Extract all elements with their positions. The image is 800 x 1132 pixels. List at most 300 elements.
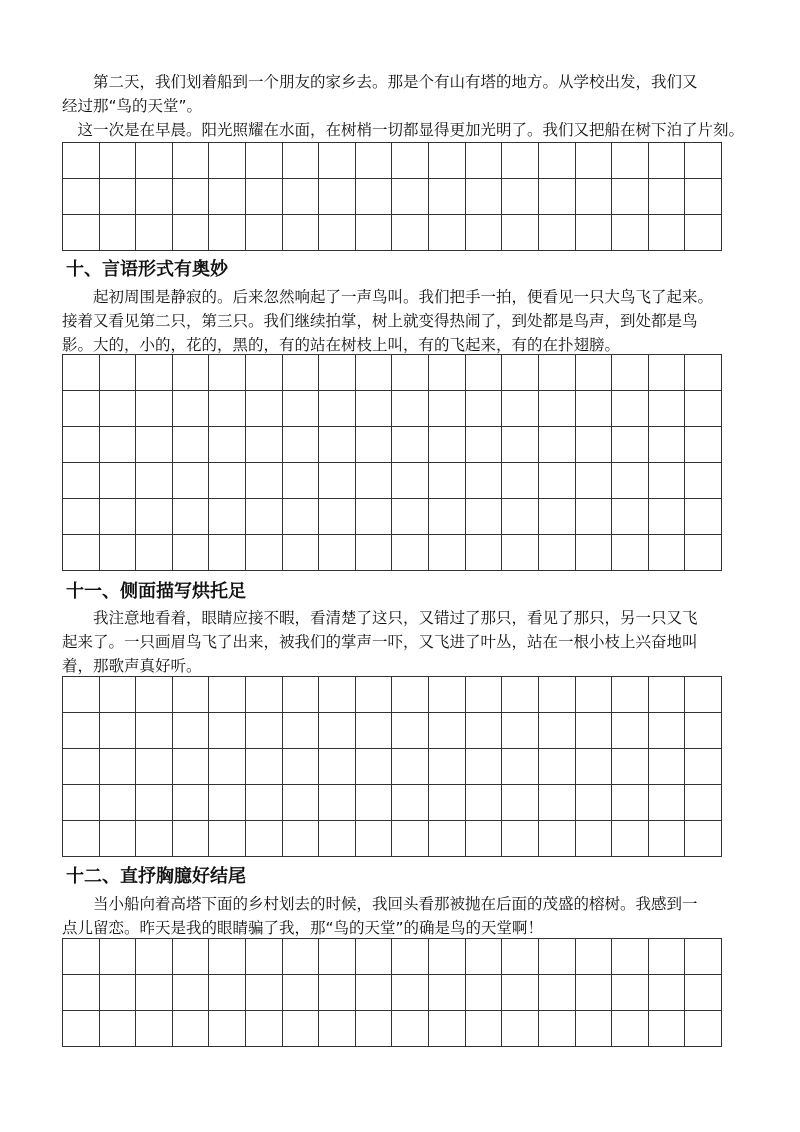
grid-cell[interactable]	[99, 939, 136, 975]
grid-cell[interactable]	[502, 939, 539, 975]
grid-cell[interactable]	[538, 749, 575, 785]
grid-cell[interactable]	[612, 463, 649, 499]
grid-cell[interactable]	[63, 143, 100, 179]
grid-cell[interactable]	[575, 215, 612, 251]
grid-cell[interactable]	[319, 1011, 356, 1047]
grid-cell[interactable]	[575, 179, 612, 215]
grid-cell[interactable]	[392, 677, 429, 713]
grid-cell[interactable]	[63, 391, 100, 427]
grid-cell[interactable]	[465, 427, 502, 463]
grid-cell[interactable]	[465, 749, 502, 785]
grid-cell[interactable]	[355, 749, 392, 785]
grid-cell[interactable]	[246, 975, 283, 1011]
grid-cell[interactable]	[246, 677, 283, 713]
grid-cell[interactable]	[502, 179, 539, 215]
grid-cell[interactable]	[685, 785, 722, 821]
grid-cell[interactable]	[465, 463, 502, 499]
grid-cell[interactable]	[355, 215, 392, 251]
grid-cell[interactable]	[172, 499, 209, 535]
grid-cell[interactable]	[172, 821, 209, 857]
grid-cell[interactable]	[355, 821, 392, 857]
grid-cell[interactable]	[136, 499, 173, 535]
grid-cell[interactable]	[319, 713, 356, 749]
grid-cell[interactable]	[612, 1011, 649, 1047]
grid-cell[interactable]	[538, 391, 575, 427]
grid-cell[interactable]	[392, 975, 429, 1011]
grid-cell[interactable]	[465, 939, 502, 975]
grid-cell[interactable]	[246, 499, 283, 535]
grid-cell[interactable]	[575, 499, 612, 535]
grid-cell[interactable]	[136, 355, 173, 391]
grid-cell[interactable]	[172, 939, 209, 975]
grid-cell[interactable]	[538, 179, 575, 215]
grid-cell[interactable]	[282, 391, 319, 427]
grid-cell[interactable]	[538, 427, 575, 463]
grid-cell[interactable]	[246, 463, 283, 499]
grid-cell[interactable]	[538, 215, 575, 251]
grid-cell[interactable]	[685, 535, 722, 571]
grid-cell[interactable]	[355, 677, 392, 713]
grid-cell[interactable]	[575, 713, 612, 749]
grid-cell[interactable]	[99, 821, 136, 857]
grid-cell[interactable]	[99, 713, 136, 749]
grid-cell[interactable]	[209, 463, 246, 499]
grid-cell[interactable]	[465, 1011, 502, 1047]
grid-cell[interactable]	[319, 179, 356, 215]
grid-cell[interactable]	[648, 975, 685, 1011]
grid-cell[interactable]	[429, 215, 466, 251]
grid-cell[interactable]	[465, 215, 502, 251]
grid-cell[interactable]	[99, 535, 136, 571]
grid-cell[interactable]	[685, 427, 722, 463]
grid-cell[interactable]	[172, 355, 209, 391]
grid-cell[interactable]	[465, 143, 502, 179]
grid-cell[interactable]	[538, 939, 575, 975]
grid-cell[interactable]	[99, 179, 136, 215]
grid-cell[interactable]	[246, 749, 283, 785]
grid-cell[interactable]	[99, 749, 136, 785]
grid-cell[interactable]	[612, 499, 649, 535]
grid-cell[interactable]	[685, 463, 722, 499]
grid-cell[interactable]	[465, 355, 502, 391]
writing-grid-1[interactable]	[62, 142, 722, 251]
grid-cell[interactable]	[648, 143, 685, 179]
grid-cell[interactable]	[355, 463, 392, 499]
grid-cell[interactable]	[172, 1011, 209, 1047]
grid-cell[interactable]	[319, 427, 356, 463]
grid-cell[interactable]	[63, 939, 100, 975]
grid-cell[interactable]	[538, 499, 575, 535]
grid-cell[interactable]	[136, 1011, 173, 1047]
grid-cell[interactable]	[172, 215, 209, 251]
grid-cell[interactable]	[209, 749, 246, 785]
grid-cell[interactable]	[685, 939, 722, 975]
grid-cell[interactable]	[136, 749, 173, 785]
grid-cell[interactable]	[282, 821, 319, 857]
grid-cell[interactable]	[355, 391, 392, 427]
grid-cell[interactable]	[63, 355, 100, 391]
grid-cell[interactable]	[465, 821, 502, 857]
grid-cell[interactable]	[282, 1011, 319, 1047]
grid-cell[interactable]	[575, 975, 612, 1011]
grid-cell[interactable]	[136, 939, 173, 975]
grid-cell[interactable]	[355, 975, 392, 1011]
grid-cell[interactable]	[319, 749, 356, 785]
grid-cell[interactable]	[502, 975, 539, 1011]
grid-cell[interactable]	[429, 391, 466, 427]
grid-cell[interactable]	[209, 821, 246, 857]
grid-cell[interactable]	[575, 821, 612, 857]
grid-cell[interactable]	[429, 975, 466, 1011]
grid-cell[interactable]	[99, 427, 136, 463]
grid-cell[interactable]	[209, 785, 246, 821]
grid-cell[interactable]	[136, 463, 173, 499]
grid-cell[interactable]	[648, 749, 685, 785]
grid-cell[interactable]	[465, 179, 502, 215]
grid-cell[interactable]	[538, 463, 575, 499]
grid-cell[interactable]	[282, 427, 319, 463]
grid-cell[interactable]	[465, 677, 502, 713]
grid-cell[interactable]	[63, 535, 100, 571]
grid-cell[interactable]	[136, 821, 173, 857]
grid-cell[interactable]	[282, 215, 319, 251]
grid-cell[interactable]	[355, 499, 392, 535]
grid-cell[interactable]	[172, 677, 209, 713]
grid-cell[interactable]	[612, 939, 649, 975]
grid-cell[interactable]	[685, 975, 722, 1011]
grid-cell[interactable]	[612, 179, 649, 215]
grid-cell[interactable]	[502, 499, 539, 535]
grid-cell[interactable]	[355, 1011, 392, 1047]
grid-cell[interactable]	[392, 713, 429, 749]
grid-cell[interactable]	[319, 939, 356, 975]
grid-cell[interactable]	[319, 355, 356, 391]
grid-cell[interactable]	[246, 179, 283, 215]
grid-cell[interactable]	[319, 677, 356, 713]
grid-cell[interactable]	[355, 939, 392, 975]
grid-cell[interactable]	[172, 713, 209, 749]
grid-cell[interactable]	[538, 355, 575, 391]
grid-cell[interactable]	[648, 427, 685, 463]
grid-cell[interactable]	[392, 535, 429, 571]
grid-cell[interactable]	[136, 215, 173, 251]
grid-cell[interactable]	[63, 749, 100, 785]
grid-cell[interactable]	[319, 975, 356, 1011]
grid-cell[interactable]	[392, 179, 429, 215]
grid-cell[interactable]	[282, 749, 319, 785]
grid-cell[interactable]	[392, 427, 429, 463]
grid-cell[interactable]	[282, 355, 319, 391]
grid-cell[interactable]	[136, 391, 173, 427]
grid-cell[interactable]	[136, 713, 173, 749]
grid-cell[interactable]	[538, 1011, 575, 1047]
grid-cell[interactable]	[282, 179, 319, 215]
grid-cell[interactable]	[612, 713, 649, 749]
grid-cell[interactable]	[612, 391, 649, 427]
grid-cell[interactable]	[209, 975, 246, 1011]
grid-cell[interactable]	[685, 143, 722, 179]
grid-cell[interactable]	[355, 179, 392, 215]
grid-cell[interactable]	[429, 499, 466, 535]
grid-cell[interactable]	[319, 785, 356, 821]
grid-cell[interactable]	[612, 535, 649, 571]
grid-cell[interactable]	[502, 215, 539, 251]
grid-cell[interactable]	[648, 463, 685, 499]
grid-cell[interactable]	[429, 355, 466, 391]
grid-cell[interactable]	[648, 713, 685, 749]
grid-cell[interactable]	[63, 427, 100, 463]
grid-cell[interactable]	[246, 215, 283, 251]
grid-cell[interactable]	[465, 785, 502, 821]
grid-cell[interactable]	[392, 463, 429, 499]
grid-cell[interactable]	[172, 535, 209, 571]
grid-cell[interactable]	[319, 535, 356, 571]
grid-cell[interactable]	[355, 355, 392, 391]
grid-cell[interactable]	[172, 179, 209, 215]
grid-cell[interactable]	[246, 143, 283, 179]
grid-cell[interactable]	[648, 391, 685, 427]
grid-cell[interactable]	[648, 821, 685, 857]
grid-cell[interactable]	[63, 677, 100, 713]
grid-cell[interactable]	[392, 215, 429, 251]
grid-cell[interactable]	[429, 179, 466, 215]
grid-cell[interactable]	[355, 713, 392, 749]
grid-cell[interactable]	[246, 939, 283, 975]
grid-cell[interactable]	[99, 975, 136, 1011]
writing-grid-2[interactable]	[62, 354, 722, 571]
grid-cell[interactable]	[172, 143, 209, 179]
grid-cell[interactable]	[392, 391, 429, 427]
grid-cell[interactable]	[392, 785, 429, 821]
grid-cell[interactable]	[209, 1011, 246, 1047]
grid-cell[interactable]	[575, 749, 612, 785]
grid-cell[interactable]	[172, 749, 209, 785]
grid-cell[interactable]	[246, 535, 283, 571]
grid-cell[interactable]	[538, 143, 575, 179]
grid-cell[interactable]	[685, 179, 722, 215]
grid-cell[interactable]	[63, 713, 100, 749]
grid-cell[interactable]	[282, 535, 319, 571]
grid-cell[interactable]	[136, 535, 173, 571]
grid-cell[interactable]	[355, 785, 392, 821]
grid-cell[interactable]	[685, 713, 722, 749]
grid-cell[interactable]	[63, 975, 100, 1011]
grid-cell[interactable]	[355, 535, 392, 571]
grid-cell[interactable]	[392, 939, 429, 975]
grid-cell[interactable]	[685, 677, 722, 713]
grid-cell[interactable]	[246, 391, 283, 427]
grid-cell[interactable]	[319, 499, 356, 535]
grid-cell[interactable]	[685, 391, 722, 427]
grid-cell[interactable]	[246, 785, 283, 821]
grid-cell[interactable]	[319, 821, 356, 857]
grid-cell[interactable]	[429, 821, 466, 857]
grid-cell[interactable]	[63, 785, 100, 821]
grid-cell[interactable]	[502, 821, 539, 857]
grid-cell[interactable]	[63, 179, 100, 215]
grid-cell[interactable]	[575, 939, 612, 975]
grid-cell[interactable]	[502, 677, 539, 713]
grid-cell[interactable]	[575, 391, 612, 427]
grid-cell[interactable]	[502, 749, 539, 785]
grid-cell[interactable]	[209, 143, 246, 179]
grid-cell[interactable]	[282, 499, 319, 535]
grid-cell[interactable]	[648, 179, 685, 215]
grid-cell[interactable]	[99, 355, 136, 391]
grid-cell[interactable]	[63, 215, 100, 251]
grid-cell[interactable]	[648, 677, 685, 713]
grid-cell[interactable]	[392, 355, 429, 391]
grid-cell[interactable]	[246, 427, 283, 463]
grid-cell[interactable]	[136, 143, 173, 179]
grid-cell[interactable]	[538, 713, 575, 749]
grid-cell[interactable]	[63, 1011, 100, 1047]
grid-cell[interactable]	[612, 215, 649, 251]
grid-cell[interactable]	[429, 427, 466, 463]
grid-cell[interactable]	[465, 499, 502, 535]
grid-cell[interactable]	[136, 677, 173, 713]
grid-cell[interactable]	[319, 463, 356, 499]
grid-cell[interactable]	[465, 391, 502, 427]
grid-cell[interactable]	[282, 785, 319, 821]
grid-cell[interactable]	[429, 939, 466, 975]
grid-cell[interactable]	[99, 143, 136, 179]
grid-cell[interactable]	[99, 1011, 136, 1047]
grid-cell[interactable]	[685, 355, 722, 391]
grid-cell[interactable]	[502, 143, 539, 179]
grid-cell[interactable]	[209, 939, 246, 975]
grid-cell[interactable]	[538, 677, 575, 713]
grid-cell[interactable]	[209, 391, 246, 427]
grid-cell[interactable]	[99, 215, 136, 251]
grid-cell[interactable]	[648, 785, 685, 821]
grid-cell[interactable]	[612, 975, 649, 1011]
grid-cell[interactable]	[136, 179, 173, 215]
grid-cell[interactable]	[685, 499, 722, 535]
grid-cell[interactable]	[575, 1011, 612, 1047]
grid-cell[interactable]	[502, 785, 539, 821]
grid-cell[interactable]	[209, 499, 246, 535]
grid-cell[interactable]	[465, 975, 502, 1011]
grid-cell[interactable]	[246, 1011, 283, 1047]
grid-cell[interactable]	[355, 143, 392, 179]
grid-cell[interactable]	[172, 391, 209, 427]
grid-cell[interactable]	[63, 499, 100, 535]
grid-cell[interactable]	[502, 463, 539, 499]
grid-cell[interactable]	[63, 821, 100, 857]
grid-cell[interactable]	[575, 143, 612, 179]
grid-cell[interactable]	[282, 713, 319, 749]
grid-cell[interactable]	[538, 785, 575, 821]
grid-cell[interactable]	[392, 749, 429, 785]
grid-cell[interactable]	[136, 427, 173, 463]
grid-cell[interactable]	[429, 677, 466, 713]
grid-cell[interactable]	[99, 391, 136, 427]
grid-cell[interactable]	[502, 355, 539, 391]
grid-cell[interactable]	[99, 463, 136, 499]
writing-grid-4[interactable]	[62, 938, 722, 1047]
grid-cell[interactable]	[612, 749, 649, 785]
grid-cell[interactable]	[575, 535, 612, 571]
grid-cell[interactable]	[429, 1011, 466, 1047]
grid-cell[interactable]	[282, 939, 319, 975]
grid-cell[interactable]	[282, 975, 319, 1011]
grid-cell[interactable]	[429, 143, 466, 179]
grid-cell[interactable]	[172, 975, 209, 1011]
grid-cell[interactable]	[502, 427, 539, 463]
grid-cell[interactable]	[99, 677, 136, 713]
grid-cell[interactable]	[209, 179, 246, 215]
grid-cell[interactable]	[685, 1011, 722, 1047]
grid-cell[interactable]	[319, 215, 356, 251]
grid-cell[interactable]	[63, 463, 100, 499]
grid-cell[interactable]	[685, 215, 722, 251]
grid-cell[interactable]	[575, 463, 612, 499]
grid-cell[interactable]	[612, 143, 649, 179]
grid-cell[interactable]	[429, 463, 466, 499]
grid-cell[interactable]	[172, 785, 209, 821]
grid-cell[interactable]	[575, 677, 612, 713]
grid-cell[interactable]	[465, 535, 502, 571]
grid-cell[interactable]	[99, 499, 136, 535]
grid-cell[interactable]	[465, 713, 502, 749]
grid-cell[interactable]	[209, 355, 246, 391]
grid-cell[interactable]	[209, 215, 246, 251]
grid-cell[interactable]	[319, 391, 356, 427]
grid-cell[interactable]	[355, 427, 392, 463]
grid-cell[interactable]	[392, 499, 429, 535]
grid-cell[interactable]	[685, 821, 722, 857]
grid-cell[interactable]	[648, 1011, 685, 1047]
grid-cell[interactable]	[685, 749, 722, 785]
grid-cell[interactable]	[282, 463, 319, 499]
grid-cell[interactable]	[246, 821, 283, 857]
grid-cell[interactable]	[502, 535, 539, 571]
grid-cell[interactable]	[429, 535, 466, 571]
grid-cell[interactable]	[172, 427, 209, 463]
grid-cell[interactable]	[246, 713, 283, 749]
grid-cell[interactable]	[502, 713, 539, 749]
grid-cell[interactable]	[172, 463, 209, 499]
grid-cell[interactable]	[612, 355, 649, 391]
grid-cell[interactable]	[612, 821, 649, 857]
grid-cell[interactable]	[99, 785, 136, 821]
grid-cell[interactable]	[612, 427, 649, 463]
grid-cell[interactable]	[209, 677, 246, 713]
grid-cell[interactable]	[429, 713, 466, 749]
grid-cell[interactable]	[612, 677, 649, 713]
grid-cell[interactable]	[648, 499, 685, 535]
grid-cell[interactable]	[502, 391, 539, 427]
grid-cell[interactable]	[136, 785, 173, 821]
grid-cell[interactable]	[136, 975, 173, 1011]
grid-cell[interactable]	[392, 143, 429, 179]
grid-cell[interactable]	[282, 677, 319, 713]
grid-cell[interactable]	[319, 143, 356, 179]
grid-cell[interactable]	[538, 535, 575, 571]
grid-cell[interactable]	[282, 143, 319, 179]
grid-cell[interactable]	[209, 427, 246, 463]
grid-cell[interactable]	[648, 939, 685, 975]
grid-cell[interactable]	[209, 535, 246, 571]
grid-cell[interactable]	[575, 355, 612, 391]
grid-cell[interactable]	[612, 785, 649, 821]
grid-cell[interactable]	[429, 749, 466, 785]
grid-cell[interactable]	[429, 785, 466, 821]
grid-cell[interactable]	[538, 975, 575, 1011]
grid-cell[interactable]	[575, 427, 612, 463]
grid-cell[interactable]	[648, 355, 685, 391]
